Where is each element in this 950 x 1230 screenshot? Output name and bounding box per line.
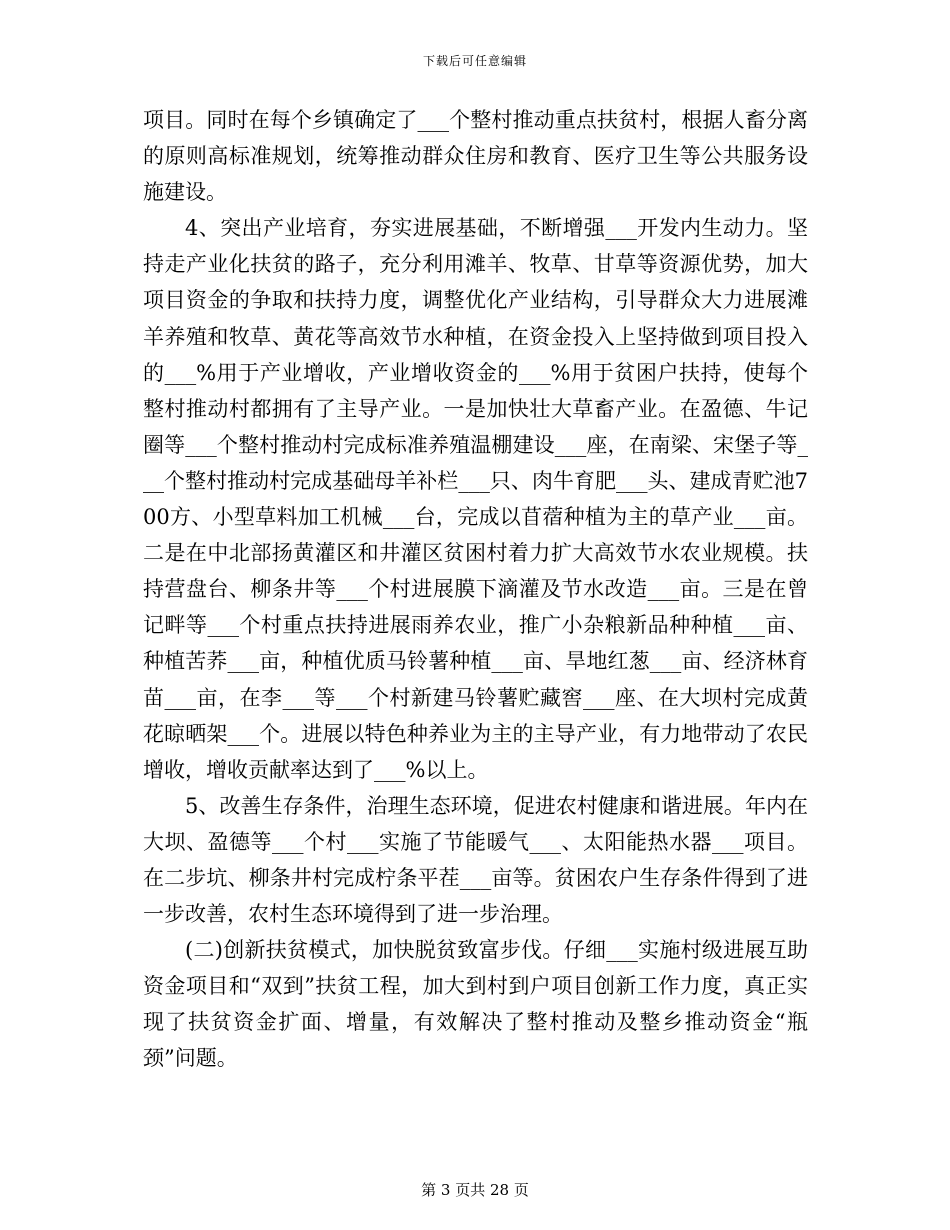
paragraph-environment: 5、改善生存条件，治理生态环境，促进农村健康和谐进展。年内在大坝、盈德等___个村___实施了节能暖气___、太阳能热水器___项目。在二步坑、柳条井村完成柠条平茬___亩等。贫困农户生存条件得到了进一步改善，农村生态环境得到了进一步治理。	[143, 793, 808, 927]
page-header: 下载后可任意编辑	[422, 54, 527, 68]
page-number: 第 3 页共 28 页	[421, 1181, 529, 1199]
paragraph-continuation: 项目。同时在每个乡镇确定了___个整村推动重点扶贫村，根据人畜分离的原则高标准规划，统筹推动群众住房和教育、医疗卫生等公共服务设施建设。	[143, 108, 808, 205]
document-body	[143, 102, 808, 1077]
paragraph-innovation: (二)创新扶贫模式，加快脱贫致富步伐。仔细___实施村级进展互助资金项目和“双到”扶贫工程，加大到村到户项目创新工作力度，真正实现了扶贫资金扩面、增量，有效解决了整村推动及整乡推动资金“瓶颈”问题。	[143, 938, 808, 1071]
paragraph-industry: 4、突出产业培育，夯实进展基础，不断增强___开发内生动力。坚持走产业化扶贫的路子，充分利用滩羊、牧草、甘草等资源优势，加大项目资金的争取和扶持力度，调整优化产业结构，引导群众大力进展滩羊养殖和牧草、黄花等高效节水种植，在资金投入上坚持做到项目投入的___%用于产业增收，产业增收资金的___%用于贫困户扶持，使每个整村推动村都拥有了主导产业。一是加快壮大草畜产业。在盈德、牛记圈等___个整村推动村完成标准养殖温棚建设___座，在南梁、宋堡子等___个整村推动村完成基础母羊补栏___只、肉牛育肥___头、建成青贮池700方、小型草料加工机械___台，完成以苜蓿种植为主的草产业___亩。二是在中北部扬黄灌区和井灌区贫困村着力扩大高效节水农业规模。扶持营盘台、柳条井等___个村进展膜下滴灌及节水改造___亩。三是在曾记畔等___个村重点扶持进展雨养农业，推广小杂粮新品种种植___亩、种植苦荞___亩，种植优质马铃薯种植___亩、旱地红葱___亩、经济林育苗___亩，在李___等___个村新建马铃薯贮藏窖___座、在大坝村完成黄花晾晒架___个。进展以特色种养业为主的主导产业，有力地带动了农民增收，增收贡献率达到了___%以上。	[143, 216, 808, 782]
